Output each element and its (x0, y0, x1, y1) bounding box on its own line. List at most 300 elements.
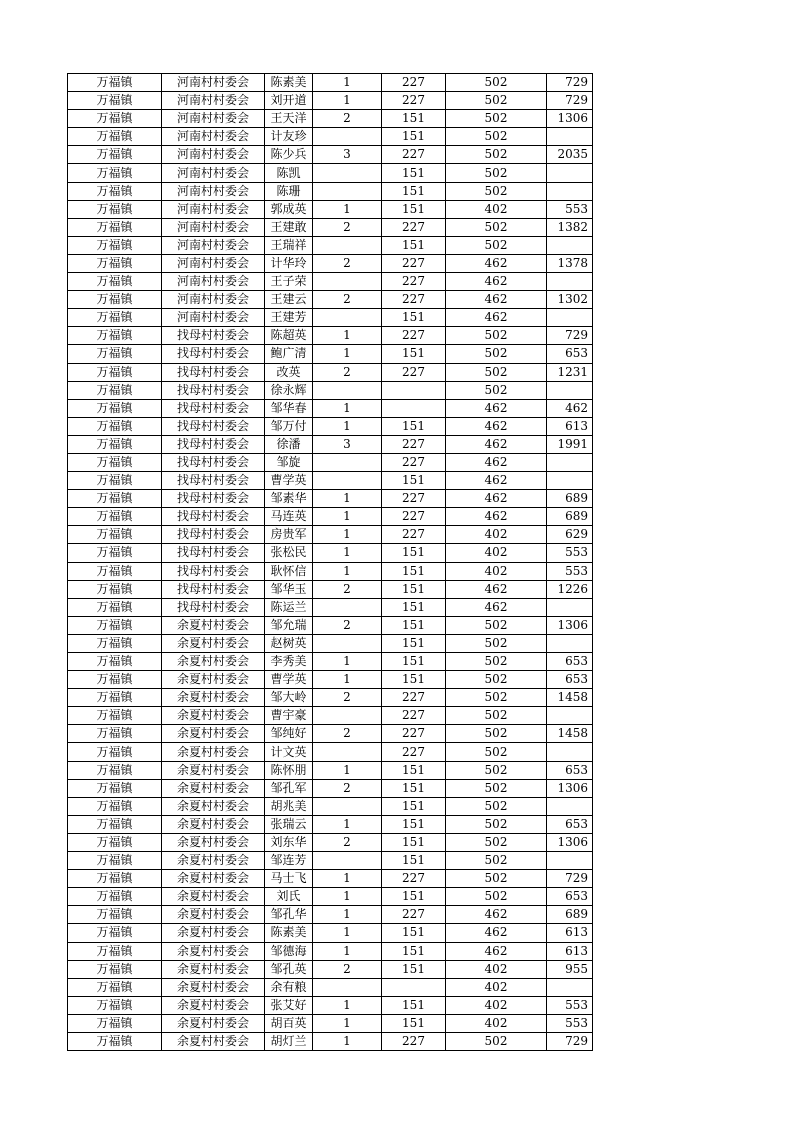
table-row (68, 870, 593, 888)
total-cell (547, 743, 593, 761)
total-cell: 1991 (547, 435, 593, 453)
town-cell: 万福镇 (68, 363, 162, 381)
name-cell: 王天洋 (265, 110, 313, 128)
total-cell (547, 707, 593, 725)
total-cell (547, 164, 593, 182)
town-cell: 万福镇 (68, 598, 162, 616)
value-a-cell: 227 (382, 363, 446, 381)
total-cell: 1458 (547, 689, 593, 707)
table-row (68, 453, 593, 471)
name-cell: 王瑞祥 (265, 236, 313, 254)
committee-cell: 余夏村村委会 (162, 689, 265, 707)
name-cell: 邹素华 (265, 490, 313, 508)
value-b-cell: 462 (446, 291, 547, 309)
total-cell: 613 (547, 942, 593, 960)
count-cell (313, 236, 382, 254)
town-cell: 万福镇 (68, 743, 162, 761)
town-cell: 万福镇 (68, 309, 162, 327)
name-cell: 曹宇豪 (265, 707, 313, 725)
count-cell: 3 (313, 435, 382, 453)
table-row (68, 254, 593, 272)
value-b-cell: 502 (446, 815, 547, 833)
total-cell (547, 978, 593, 996)
town-cell: 万福镇 (68, 544, 162, 562)
count-cell: 2 (313, 291, 382, 309)
committee-cell: 找母村村委会 (162, 327, 265, 345)
name-cell: 王建云 (265, 291, 313, 309)
name-cell: 余有粮 (265, 978, 313, 996)
committee-cell: 余夏村村委会 (162, 797, 265, 815)
total-cell: 1231 (547, 363, 593, 381)
town-cell: 万福镇 (68, 345, 162, 363)
name-cell: 鲍广清 (265, 345, 313, 363)
value-a-cell: 227 (382, 453, 446, 471)
committee-cell: 余夏村村委会 (162, 833, 265, 851)
table-row (68, 960, 593, 978)
count-cell: 1 (313, 996, 382, 1014)
name-cell: 陈少兵 (265, 146, 313, 164)
value-a-cell: 227 (382, 435, 446, 453)
value-a-cell: 151 (382, 182, 446, 200)
value-b-cell: 402 (446, 996, 547, 1014)
total-cell: 1302 (547, 291, 593, 309)
table-row (68, 345, 593, 363)
count-cell: 1 (313, 327, 382, 345)
name-cell: 邹万付 (265, 417, 313, 435)
total-cell: 653 (547, 671, 593, 689)
count-cell: 1 (313, 399, 382, 417)
name-cell: 陈怀朋 (265, 761, 313, 779)
town-cell: 万福镇 (68, 852, 162, 870)
total-cell (547, 309, 593, 327)
table-row (68, 942, 593, 960)
table-row (68, 906, 593, 924)
table-row (68, 743, 593, 761)
name-cell: 陈珊 (265, 182, 313, 200)
name-cell: 陈凯 (265, 164, 313, 182)
total-cell: 553 (547, 200, 593, 218)
name-cell: 计华玲 (265, 254, 313, 272)
value-b-cell: 462 (446, 435, 547, 453)
total-cell: 1226 (547, 580, 593, 598)
table-row (68, 363, 593, 381)
name-cell: 陈超英 (265, 327, 313, 345)
town-cell: 万福镇 (68, 996, 162, 1014)
count-cell (313, 453, 382, 471)
value-b-cell: 462 (446, 254, 547, 272)
table-row (68, 92, 593, 110)
value-b-cell: 502 (446, 671, 547, 689)
value-a-cell: 151 (382, 309, 446, 327)
data-table (67, 73, 593, 1051)
table-row (68, 128, 593, 146)
committee-cell: 找母村村委会 (162, 598, 265, 616)
town-cell: 万福镇 (68, 653, 162, 671)
committee-cell: 余夏村村委会 (162, 707, 265, 725)
total-cell: 1306 (547, 110, 593, 128)
value-b-cell: 502 (446, 870, 547, 888)
total-cell: 653 (547, 815, 593, 833)
count-cell: 2 (313, 616, 382, 634)
committee-cell: 河南村村委会 (162, 110, 265, 128)
count-cell: 3 (313, 146, 382, 164)
committee-cell: 找母村村委会 (162, 399, 265, 417)
count-cell: 1 (313, 671, 382, 689)
town-cell: 万福镇 (68, 435, 162, 453)
table-row (68, 815, 593, 833)
name-cell: 改英 (265, 363, 313, 381)
value-a-cell: 227 (382, 526, 446, 544)
total-cell: 729 (547, 327, 593, 345)
value-b-cell: 462 (446, 417, 547, 435)
value-a-cell: 227 (382, 689, 446, 707)
count-cell: 2 (313, 254, 382, 272)
count-cell: 2 (313, 580, 382, 598)
committee-cell: 余夏村村委会 (162, 671, 265, 689)
committee-cell: 余夏村村委会 (162, 960, 265, 978)
count-cell: 1 (313, 815, 382, 833)
committee-cell: 余夏村村委会 (162, 1014, 265, 1032)
value-b-cell: 502 (446, 653, 547, 671)
name-cell: 曹学英 (265, 671, 313, 689)
value-b-cell: 402 (446, 1014, 547, 1032)
total-cell: 629 (547, 526, 593, 544)
value-b-cell: 402 (446, 526, 547, 544)
name-cell: 陈运兰 (265, 598, 313, 616)
value-a-cell: 227 (382, 218, 446, 236)
table-row (68, 852, 593, 870)
count-cell: 1 (313, 562, 382, 580)
name-cell: 邹德海 (265, 942, 313, 960)
committee-cell: 找母村村委会 (162, 381, 265, 399)
town-cell: 万福镇 (68, 399, 162, 417)
town-cell: 万福镇 (68, 707, 162, 725)
town-cell: 万福镇 (68, 1032, 162, 1050)
count-cell (313, 743, 382, 761)
total-cell: 653 (547, 345, 593, 363)
name-cell: 邹大岭 (265, 689, 313, 707)
value-a-cell: 227 (382, 291, 446, 309)
value-b-cell: 502 (446, 182, 547, 200)
committee-cell: 河南村村委会 (162, 254, 265, 272)
count-cell: 2 (313, 110, 382, 128)
value-b-cell: 502 (446, 146, 547, 164)
table-row (68, 291, 593, 309)
value-b-cell: 462 (446, 508, 547, 526)
table-row (68, 797, 593, 815)
committee-cell: 找母村村委会 (162, 490, 265, 508)
town-cell: 万福镇 (68, 146, 162, 164)
count-cell (313, 164, 382, 182)
committee-cell: 河南村村委会 (162, 218, 265, 236)
value-b-cell: 502 (446, 92, 547, 110)
total-cell (547, 598, 593, 616)
value-a-cell: 151 (382, 924, 446, 942)
town-cell: 万福镇 (68, 218, 162, 236)
town-cell: 万福镇 (68, 164, 162, 182)
total-cell: 653 (547, 761, 593, 779)
count-cell: 1 (313, 200, 382, 218)
value-b-cell: 462 (446, 942, 547, 960)
value-b-cell: 462 (446, 924, 547, 942)
committee-cell: 余夏村村委会 (162, 779, 265, 797)
count-cell (313, 707, 382, 725)
value-a-cell: 151 (382, 797, 446, 815)
value-b-cell: 502 (446, 164, 547, 182)
total-cell: 462 (547, 399, 593, 417)
committee-cell: 余夏村村委会 (162, 888, 265, 906)
committee-cell: 找母村村委会 (162, 580, 265, 598)
total-cell: 689 (547, 490, 593, 508)
value-a-cell: 227 (382, 508, 446, 526)
town-cell: 万福镇 (68, 906, 162, 924)
value-b-cell: 402 (446, 960, 547, 978)
committee-cell: 余夏村村委会 (162, 616, 265, 634)
value-a-cell: 227 (382, 906, 446, 924)
table-row (68, 399, 593, 417)
committee-cell: 河南村村委会 (162, 309, 265, 327)
value-a-cell: 151 (382, 942, 446, 960)
name-cell: 邹孔英 (265, 960, 313, 978)
table-row (68, 381, 593, 399)
count-cell: 2 (313, 960, 382, 978)
committee-cell: 余夏村村委会 (162, 924, 265, 942)
value-b-cell: 502 (446, 327, 547, 345)
name-cell: 胡百英 (265, 1014, 313, 1032)
value-b-cell: 502 (446, 218, 547, 236)
committee-cell: 河南村村委会 (162, 182, 265, 200)
count-cell (313, 273, 382, 291)
committee-cell: 余夏村村委会 (162, 870, 265, 888)
town-cell: 万福镇 (68, 580, 162, 598)
value-b-cell: 502 (446, 128, 547, 146)
name-cell: 马士飞 (265, 870, 313, 888)
value-a-cell: 151 (382, 128, 446, 146)
total-cell: 689 (547, 508, 593, 526)
table-row (68, 671, 593, 689)
count-cell: 1 (313, 526, 382, 544)
table-row (68, 218, 593, 236)
value-a-cell: 151 (382, 888, 446, 906)
value-b-cell: 462 (446, 399, 547, 417)
town-cell: 万福镇 (68, 490, 162, 508)
count-cell (313, 381, 382, 399)
count-cell: 1 (313, 1032, 382, 1050)
table-row (68, 490, 593, 508)
name-cell: 邹华春 (265, 399, 313, 417)
committee-cell: 找母村村委会 (162, 363, 265, 381)
table-row (68, 978, 593, 996)
count-cell: 1 (313, 544, 382, 562)
value-b-cell: 502 (446, 852, 547, 870)
total-cell (547, 472, 593, 490)
value-b-cell: 502 (446, 110, 547, 128)
count-cell: 1 (313, 490, 382, 508)
town-cell: 万福镇 (68, 924, 162, 942)
town-cell: 万福镇 (68, 960, 162, 978)
committee-cell: 余夏村村委会 (162, 978, 265, 996)
table-row (68, 327, 593, 345)
town-cell: 万福镇 (68, 616, 162, 634)
total-cell: 955 (547, 960, 593, 978)
town-cell: 万福镇 (68, 200, 162, 218)
value-a-cell: 151 (382, 417, 446, 435)
table-row (68, 996, 593, 1014)
value-a-cell: 151 (382, 779, 446, 797)
committee-cell: 余夏村村委会 (162, 725, 265, 743)
value-a-cell (382, 381, 446, 399)
total-cell (547, 182, 593, 200)
name-cell: 邹连芳 (265, 852, 313, 870)
committee-cell: 余夏村村委会 (162, 1032, 265, 1050)
committee-cell: 找母村村委会 (162, 453, 265, 471)
value-a-cell: 151 (382, 833, 446, 851)
committee-cell: 河南村村委会 (162, 200, 265, 218)
town-cell: 万福镇 (68, 725, 162, 743)
committee-cell: 余夏村村委会 (162, 634, 265, 652)
committee-cell: 河南村村委会 (162, 291, 265, 309)
committee-cell: 找母村村委会 (162, 435, 265, 453)
name-cell: 邹华玉 (265, 580, 313, 598)
total-cell (547, 128, 593, 146)
name-cell: 马连英 (265, 508, 313, 526)
committee-cell: 河南村村委会 (162, 236, 265, 254)
value-a-cell: 151 (382, 110, 446, 128)
value-a-cell: 227 (382, 870, 446, 888)
total-cell (547, 797, 593, 815)
total-cell (547, 236, 593, 254)
table-row (68, 616, 593, 634)
value-a-cell: 227 (382, 74, 446, 92)
committee-cell: 河南村村委会 (162, 74, 265, 92)
town-cell: 万福镇 (68, 797, 162, 815)
table-row (68, 236, 593, 254)
count-cell (313, 797, 382, 815)
value-b-cell: 502 (446, 616, 547, 634)
name-cell: 耿怀信 (265, 562, 313, 580)
value-b-cell: 402 (446, 200, 547, 218)
table-row (68, 761, 593, 779)
town-cell: 万福镇 (68, 562, 162, 580)
value-b-cell: 502 (446, 761, 547, 779)
committee-cell: 找母村村委会 (162, 472, 265, 490)
total-cell: 729 (547, 74, 593, 92)
value-a-cell: 151 (382, 852, 446, 870)
total-cell: 1306 (547, 616, 593, 634)
committee-cell: 找母村村委会 (162, 508, 265, 526)
town-cell: 万福镇 (68, 254, 162, 272)
town-cell: 万福镇 (68, 273, 162, 291)
count-cell (313, 852, 382, 870)
town-cell: 万福镇 (68, 128, 162, 146)
name-cell: 王建敢 (265, 218, 313, 236)
total-cell (547, 453, 593, 471)
value-b-cell: 402 (446, 544, 547, 562)
total-cell: 1458 (547, 725, 593, 743)
town-cell: 万福镇 (68, 815, 162, 833)
town-cell: 万福镇 (68, 291, 162, 309)
value-b-cell: 462 (446, 453, 547, 471)
table-row (68, 146, 593, 164)
value-b-cell: 502 (446, 689, 547, 707)
value-a-cell: 151 (382, 562, 446, 580)
value-a-cell: 151 (382, 960, 446, 978)
value-a-cell: 151 (382, 634, 446, 652)
count-cell (313, 309, 382, 327)
table-row (68, 653, 593, 671)
value-a-cell: 151 (382, 544, 446, 562)
committee-cell: 找母村村委会 (162, 345, 265, 363)
table-row (68, 526, 593, 544)
table-row (68, 74, 593, 92)
value-b-cell: 502 (446, 1032, 547, 1050)
town-cell: 万福镇 (68, 526, 162, 544)
name-cell: 徐永辉 (265, 381, 313, 399)
count-cell (313, 978, 382, 996)
town-cell: 万福镇 (68, 634, 162, 652)
total-cell: 1306 (547, 779, 593, 797)
table-row (68, 707, 593, 725)
count-cell: 2 (313, 218, 382, 236)
name-cell: 刘东华 (265, 833, 313, 851)
town-cell: 万福镇 (68, 110, 162, 128)
value-a-cell: 151 (382, 815, 446, 833)
committee-cell: 找母村村委会 (162, 544, 265, 562)
committee-cell: 余夏村村委会 (162, 815, 265, 833)
table-row (68, 417, 593, 435)
value-a-cell: 227 (382, 92, 446, 110)
table-row (68, 1032, 593, 1050)
total-cell: 553 (547, 562, 593, 580)
value-a-cell: 227 (382, 1032, 446, 1050)
committee-cell: 找母村村委会 (162, 526, 265, 544)
town-cell: 万福镇 (68, 870, 162, 888)
name-cell: 刘氏 (265, 888, 313, 906)
name-cell: 房贵军 (265, 526, 313, 544)
town-cell: 万福镇 (68, 942, 162, 960)
total-cell: 729 (547, 92, 593, 110)
count-cell: 1 (313, 924, 382, 942)
table-row (68, 598, 593, 616)
total-cell: 729 (547, 870, 593, 888)
count-cell: 2 (313, 833, 382, 851)
table-row (68, 508, 593, 526)
value-b-cell: 462 (446, 472, 547, 490)
town-cell: 万福镇 (68, 978, 162, 996)
count-cell: 1 (313, 508, 382, 526)
committee-cell: 找母村村委会 (162, 562, 265, 580)
table-row (68, 273, 593, 291)
table-row (68, 634, 593, 652)
table-body (68, 74, 593, 1051)
value-a-cell: 227 (382, 725, 446, 743)
town-cell: 万福镇 (68, 327, 162, 345)
value-b-cell: 502 (446, 797, 547, 815)
value-b-cell: 502 (446, 381, 547, 399)
table-row (68, 888, 593, 906)
count-cell: 2 (313, 689, 382, 707)
table-row (68, 689, 593, 707)
table-row (68, 833, 593, 851)
total-cell: 653 (547, 888, 593, 906)
town-cell: 万福镇 (68, 182, 162, 200)
total-cell (547, 852, 593, 870)
name-cell: 张艾好 (265, 996, 313, 1014)
value-b-cell: 502 (446, 888, 547, 906)
value-b-cell: 462 (446, 490, 547, 508)
value-a-cell: 151 (382, 580, 446, 598)
value-a-cell: 151 (382, 761, 446, 779)
